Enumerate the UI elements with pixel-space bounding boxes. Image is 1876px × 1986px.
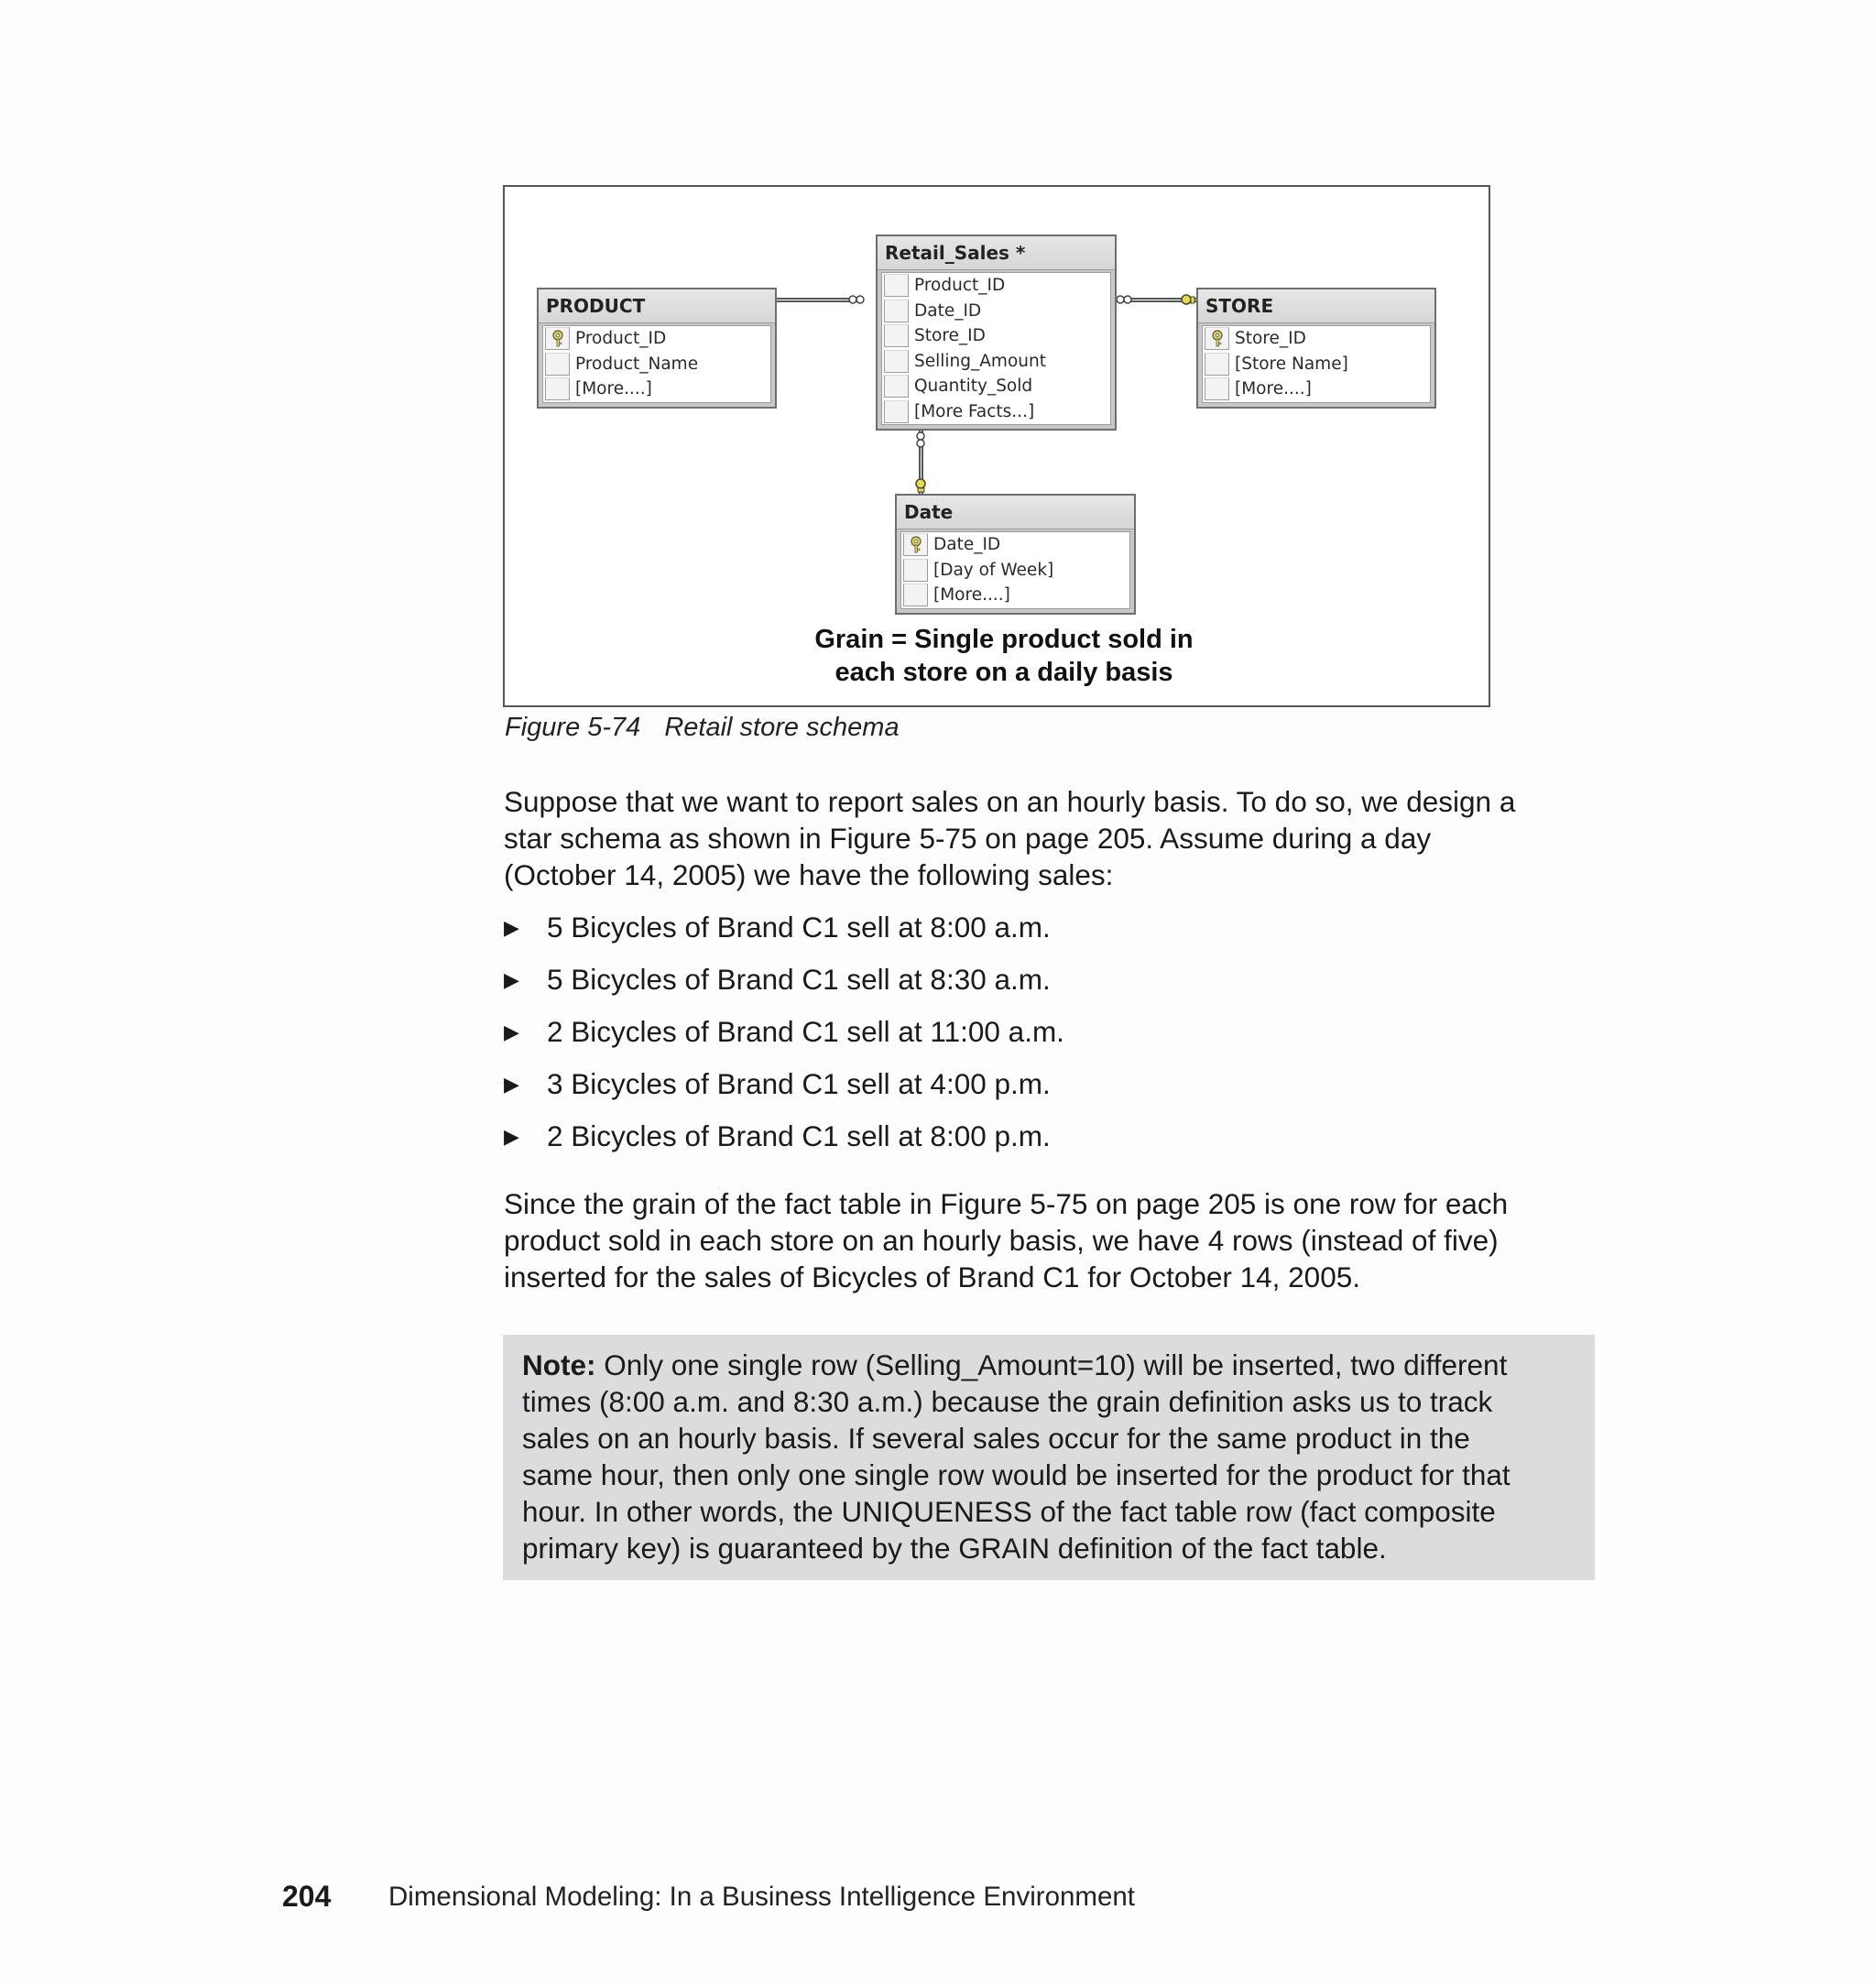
sales-date-connector bbox=[916, 431, 925, 495]
table-row bbox=[543, 352, 770, 377]
field-name: [More Facts...] bbox=[914, 401, 1035, 421]
grain-annotation bbox=[505, 623, 1489, 689]
table-row bbox=[1203, 352, 1430, 377]
row-selector-cell bbox=[884, 350, 909, 373]
triangle-bullet-icon: ▶ bbox=[504, 916, 519, 939]
field-name: Store_ID bbox=[914, 326, 986, 346]
key-icon bbox=[910, 536, 922, 554]
date-table[interactable] bbox=[895, 494, 1136, 615]
bullet-item bbox=[504, 1065, 1051, 1103]
table-row bbox=[882, 323, 1110, 349]
caption-number: Figure 5-74 bbox=[505, 713, 641, 742]
triangle-bullet-icon: ▶ bbox=[504, 1125, 519, 1148]
row-selector-cell bbox=[884, 324, 909, 347]
retail-sales-table-title: Retail_Sales * bbox=[878, 236, 1115, 270]
field-name: Date_ID bbox=[933, 535, 1001, 555]
table-row bbox=[1203, 376, 1430, 402]
bullet-text: 3 Bicycles of Brand C1 sell at 4:00 p.m. bbox=[547, 1067, 1051, 1100]
product-table-title: PRODUCT bbox=[539, 289, 775, 323]
triangle-bullet-icon: ▶ bbox=[504, 968, 519, 991]
bullet-text: 2 Bicycles of Brand C1 sell at 8:00 p.m. bbox=[547, 1119, 1051, 1152]
table-row bbox=[543, 376, 770, 402]
bullet-item bbox=[504, 909, 1051, 946]
row-selector-cell bbox=[1205, 377, 1229, 400]
text-line: Since the grain of the fact table in Figure 5-75 on page 205 is one row for each bbox=[504, 1187, 1509, 1220]
field-name: Product_ID bbox=[575, 329, 667, 349]
product-table[interactable] bbox=[537, 288, 777, 409]
primary-key-cell bbox=[903, 533, 928, 556]
field-name: Selling_Amount bbox=[914, 351, 1046, 371]
table-row bbox=[901, 583, 1129, 608]
bullet-item bbox=[504, 1013, 1064, 1051]
bullet-text: 5 Bicycles of Brand C1 sell at 8:00 a.m. bbox=[547, 911, 1051, 944]
row-selector-cell bbox=[545, 377, 570, 400]
text-line: product sold in each store on an hourly basis, we have 4 rows (instead of five) bbox=[504, 1224, 1499, 1257]
note-text: Only one single row (Selling_Amount=10) will be inserted, two different bbox=[595, 1348, 1508, 1381]
text-line: (October 14, 2005) we have the following sales: bbox=[504, 858, 1114, 891]
row-selector-cell bbox=[884, 375, 909, 398]
field-name: [Day of Week] bbox=[933, 560, 1054, 580]
row-selector-cell bbox=[884, 300, 909, 322]
running-title: Dimensional Modeling: In a Business Intelligence Environment bbox=[388, 1882, 1135, 1912]
page-number: 204 bbox=[282, 1880, 332, 1913]
grain-line: Grain = Single product sold in bbox=[814, 625, 1194, 654]
figure-frame bbox=[503, 185, 1490, 707]
figure-caption bbox=[505, 713, 900, 743]
grain-line: each store on a daily basis bbox=[834, 658, 1173, 687]
table-row bbox=[882, 399, 1110, 425]
note-box bbox=[503, 1335, 1595, 1580]
store-table[interactable] bbox=[1196, 288, 1436, 409]
row-selector-cell bbox=[884, 400, 909, 423]
table-row bbox=[901, 558, 1129, 584]
row-selector-cell bbox=[903, 584, 928, 606]
retail-sales-table[interactable] bbox=[876, 235, 1117, 431]
field-name: [Store Name] bbox=[1235, 354, 1348, 374]
row-selector-cell bbox=[1205, 353, 1229, 376]
primary-key-cell bbox=[545, 327, 570, 350]
text-line: hour. In other words, the UNIQUENESS of the fact table row (fact composite bbox=[522, 1495, 1496, 1528]
primary-key-cell bbox=[1205, 327, 1229, 350]
note-label: Note: bbox=[522, 1348, 596, 1381]
table-row bbox=[882, 299, 1110, 324]
sales-store-connector bbox=[1115, 295, 1197, 304]
triangle-bullet-icon: ▶ bbox=[504, 1073, 519, 1096]
explanation-paragraph bbox=[504, 1185, 1603, 1295]
text-line: primary key) is guaranteed by the GRAIN definition of the fact table. bbox=[522, 1532, 1387, 1565]
text-line: star schema as shown in Figure 5-75 on page 205. Assume during a day bbox=[504, 822, 1432, 855]
field-name: Date_ID bbox=[914, 300, 982, 321]
bullet-text: 5 Bicycles of Brand C1 sell at 8:30 a.m. bbox=[547, 963, 1051, 996]
field-name: Store_ID bbox=[1235, 329, 1306, 349]
row-selector-cell bbox=[884, 274, 909, 297]
bullet-item bbox=[504, 1118, 1051, 1155]
field-name: [More....] bbox=[575, 379, 652, 399]
table-row bbox=[882, 273, 1110, 299]
text-line: same hour, then only one single row would be inserted for the product for that bbox=[522, 1458, 1511, 1491]
table-row bbox=[543, 326, 770, 352]
text-line: sales on an hourly basis. If several sales occur for the same product in the bbox=[522, 1422, 1470, 1455]
text-line: inserted for the sales of Bicycles of Brand C1 for October 14, 2005. bbox=[504, 1260, 1360, 1293]
key-icon bbox=[551, 330, 564, 348]
date-table-title: Date bbox=[897, 496, 1134, 529]
bullet-item bbox=[504, 961, 1051, 998]
triangle-bullet-icon: ▶ bbox=[504, 1020, 519, 1043]
row-selector-cell bbox=[903, 559, 928, 582]
table-row bbox=[882, 374, 1110, 399]
field-name: [More....] bbox=[933, 585, 1010, 606]
bullet-text: 2 Bicycles of Brand C1 sell at 11:00 a.m. bbox=[547, 1015, 1064, 1048]
field-name: Product_ID bbox=[914, 276, 1006, 296]
text-line bbox=[522, 1347, 1595, 1383]
text-line: Suppose that we want to report sales on an hourly basis. To do so, we design a bbox=[504, 785, 1516, 818]
caption-title: Retail store schema bbox=[664, 713, 900, 742]
field-name: Quantity_Sold bbox=[914, 376, 1033, 397]
intro-paragraph bbox=[504, 783, 1603, 893]
text-line: times (8:00 a.m. and 8:30 a.m.) because the grain definition asks us to track bbox=[522, 1385, 1493, 1418]
table-row bbox=[1203, 326, 1430, 352]
row-selector-cell bbox=[545, 353, 570, 376]
field-name: [More....] bbox=[1235, 379, 1312, 399]
table-row bbox=[882, 349, 1110, 375]
field-name: Product_Name bbox=[575, 354, 699, 374]
key-icon bbox=[1211, 330, 1224, 348]
table-row bbox=[901, 532, 1129, 558]
store-table-title: STORE bbox=[1198, 289, 1434, 323]
